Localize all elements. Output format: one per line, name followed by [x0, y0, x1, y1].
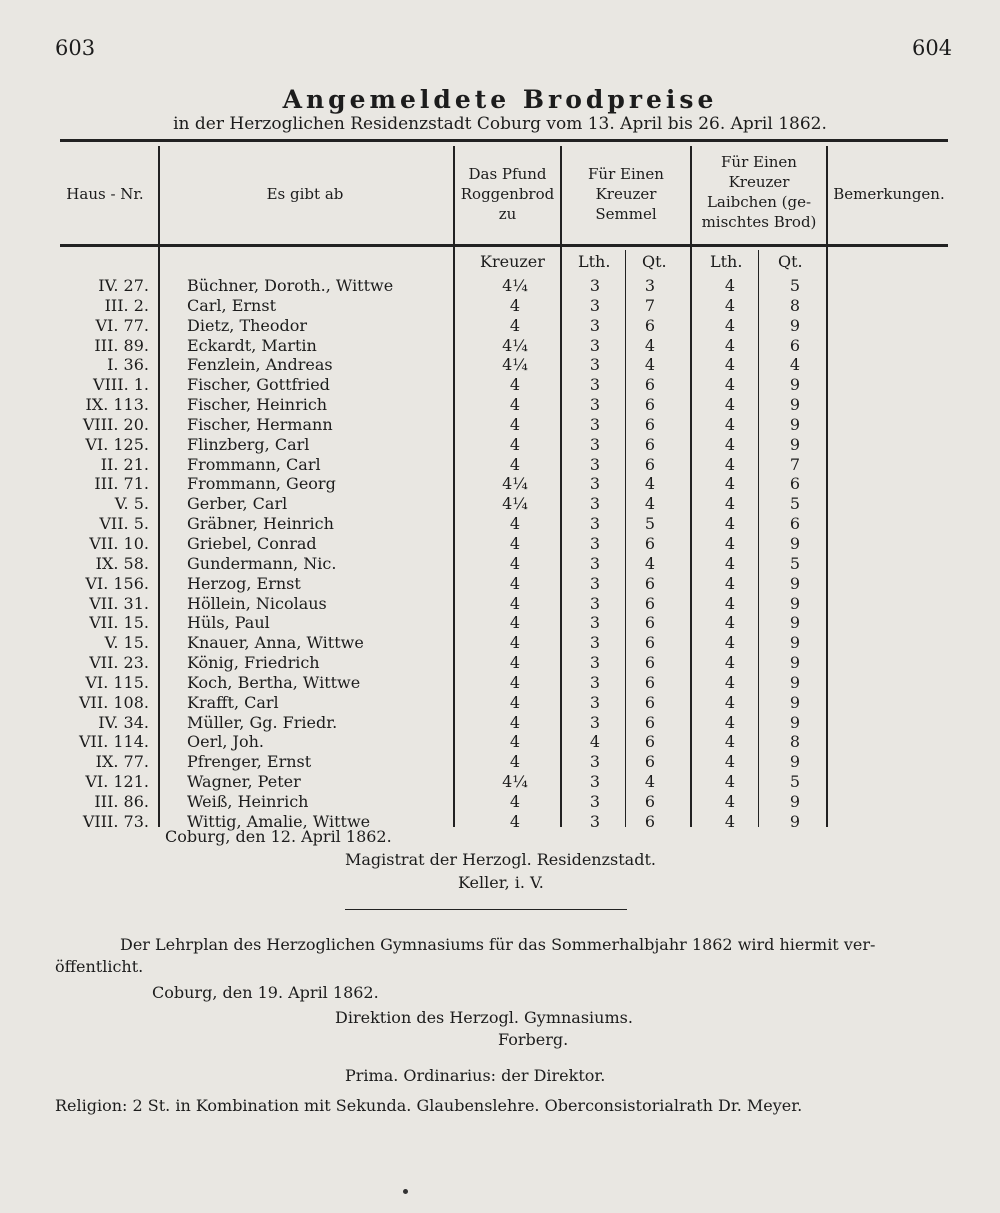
- semmel-qt-cell: 6: [644, 672, 656, 692]
- laibchen-qt-cell: 5: [789, 494, 801, 514]
- semmel-loth-cell: 3: [589, 672, 601, 692]
- table-row: [55, 296, 950, 316]
- price-kreuzer-cell: 4: [509, 454, 521, 474]
- baker-name-cell: Krafft, Carl: [187, 692, 279, 712]
- price-kreuzer-cell: 4¼: [502, 772, 528, 792]
- header-bottom-rule: [60, 244, 948, 247]
- laibchen-qt-cell: 9: [789, 375, 801, 395]
- baker-name-cell: Pfrenger, Ernst: [187, 752, 312, 772]
- laibchen-loth-cell: 4: [724, 752, 736, 772]
- semmel-qt-cell: 6: [644, 653, 656, 673]
- table-row: [55, 594, 950, 614]
- laibchen-qt-cell: 8: [789, 295, 801, 315]
- laibchen-qt-cell: 9: [789, 633, 801, 653]
- laibchen-qt-cell: 9: [789, 791, 801, 811]
- table-row: [55, 732, 950, 752]
- laibchen-qt-cell: 9: [789, 593, 801, 613]
- semmel-loth-cell: 3: [589, 533, 601, 553]
- laibchen-qt-cell: 9: [789, 672, 801, 692]
- baker-name-cell: Gräbner, Heinrich: [187, 514, 334, 534]
- semmel-loth-cell: 3: [589, 712, 601, 732]
- header-semmel-line1: Für Einen: [588, 165, 664, 183]
- semmel-loth-cell: 3: [589, 573, 601, 593]
- table-row: [55, 375, 950, 395]
- baker-name-cell: Frommann, Carl: [187, 454, 321, 474]
- price-kreuzer-cell: 4: [509, 752, 521, 772]
- baker-name-cell: Oerl, Joh.: [187, 732, 264, 752]
- baker-name-cell: Griebel, Conrad: [187, 533, 317, 553]
- price-kreuzer-cell: 4: [509, 295, 521, 315]
- religion-line: Religion: 2 St. in Kombination mit Sekunda. Glaubenslehre. Oberconsistorialrath Dr. Meyer.: [55, 1096, 803, 1115]
- laibchen-loth-cell: 4: [724, 375, 736, 395]
- subheader-qt-laibchen: Qt.: [778, 252, 803, 271]
- laibchen-loth-cell: 4: [724, 276, 736, 295]
- laibchen-loth-cell: 4: [724, 494, 736, 514]
- semmel-qt-cell: 6: [644, 692, 656, 712]
- semmel-qt-cell: 4: [644, 335, 656, 355]
- baker-name-cell: Carl, Ernst: [187, 295, 276, 315]
- semmel-loth-cell: 3: [589, 692, 601, 712]
- laibchen-qt-cell: 9: [789, 811, 801, 831]
- price-kreuzer-cell: 4: [509, 395, 521, 415]
- laibchen-loth-cell: 4: [724, 395, 736, 415]
- baker-name-cell: Herzog, Ernst: [187, 573, 301, 593]
- header-pound-line1: Das Pfund: [468, 165, 547, 183]
- semmel-loth-cell: 3: [589, 295, 601, 315]
- price-kreuzer-cell: 4: [509, 732, 521, 752]
- house-number-cell: VIII. 1.: [93, 375, 149, 395]
- laibchen-qt-cell: 5: [789, 553, 801, 573]
- semmel-qt-cell: 6: [644, 791, 656, 811]
- semmel-loth-cell: 3: [589, 593, 601, 613]
- semmel-loth-cell: 3: [589, 414, 601, 434]
- table-row: [55, 792, 950, 812]
- laibchen-loth-cell: 4: [724, 791, 736, 811]
- table-row: [55, 494, 950, 514]
- house-number-cell: III. 71.: [94, 474, 149, 494]
- house-number-cell: VIII. 73.: [82, 811, 149, 831]
- table-row: [55, 474, 950, 494]
- price-kreuzer-cell: 4¼: [502, 494, 528, 514]
- header-laibchen-line1: Für Einen: [721, 153, 797, 171]
- price-kreuzer-cell: 4¼: [502, 355, 528, 375]
- baker-name-cell: Eckardt, Martin: [187, 335, 317, 355]
- semmel-loth-cell: 3: [589, 514, 601, 534]
- baker-name-cell: Fenzlein, Andreas: [187, 355, 333, 375]
- semmel-qt-cell: 6: [644, 454, 656, 474]
- laibchen-loth-cell: 4: [724, 514, 736, 534]
- table-row: [55, 713, 950, 733]
- laibchen-loth-cell: 4: [724, 653, 736, 673]
- house-number-cell: VII. 5.: [99, 514, 149, 534]
- subheader-loth-laibchen: Lth.: [710, 252, 743, 271]
- laibchen-qt-cell: 4: [789, 355, 801, 375]
- semmel-loth-cell: 3: [589, 811, 601, 831]
- notice-line-1: Der Lehrplan des Herzoglichen Gymnasiums für das Sommerhalbjahr 1862 wird hiermit ver-: [120, 935, 876, 954]
- house-number-cell: VII. 114.: [79, 732, 149, 752]
- direktion-line: Direktion des Herzogl. Gymnasiums.: [335, 1008, 633, 1027]
- laibchen-loth-cell: 4: [724, 672, 736, 692]
- laibchen-loth-cell: 4: [724, 593, 736, 613]
- baker-name-cell: Hüls, Paul: [187, 613, 270, 633]
- house-number-cell: VII. 15.: [89, 613, 149, 633]
- table-row: [55, 653, 950, 673]
- page-subtitle: in der Herzoglichen Residenzstadt Coburg vom 13. April bis 26. April 1862.: [173, 114, 827, 134]
- semmel-loth-cell: 3: [589, 474, 601, 494]
- header-remarks: Bemerkungen.: [833, 185, 945, 203]
- laibchen-loth-cell: 4: [724, 335, 736, 355]
- semmel-qt-cell: 4: [644, 474, 656, 494]
- baker-name-cell: Frommann, Georg: [187, 474, 336, 494]
- baker-name-cell: Knauer, Anna, Wittwe: [187, 633, 364, 653]
- header-laibchen-line3: Laibchen (ge-: [706, 193, 812, 211]
- semmel-loth-cell: 3: [589, 633, 601, 653]
- laibchen-qt-cell: 9: [789, 395, 801, 415]
- house-number-cell: VII. 23.: [89, 653, 149, 673]
- semmel-qt-cell: 6: [644, 811, 656, 831]
- house-number-cell: III. 2.: [104, 295, 149, 315]
- baker-name-cell: Koch, Bertha, Wittwe: [187, 672, 361, 692]
- price-kreuzer-cell: 4: [509, 514, 521, 534]
- header-semmel-line3: Semmel: [595, 205, 657, 223]
- subheader-qt-semmel: Qt.: [642, 252, 667, 271]
- laibchen-qt-cell: 6: [789, 335, 801, 355]
- laibchen-loth-cell: 4: [724, 414, 736, 434]
- laibchen-loth-cell: 4: [724, 633, 736, 653]
- laibchen-loth-cell: 4: [724, 295, 736, 315]
- prima-line: Prima. Ordinarius: der Direktor.: [345, 1066, 606, 1085]
- laibchen-loth-cell: 4: [724, 454, 736, 474]
- table-row: [55, 276, 950, 296]
- baker-name-cell: Wittig, Amalie, Wittwe: [187, 811, 371, 831]
- laibchen-qt-cell: 9: [789, 613, 801, 633]
- price-kreuzer-cell: 4¼: [502, 335, 528, 355]
- price-kreuzer-cell: 4: [509, 414, 521, 434]
- table-row: [55, 435, 950, 455]
- laibchen-qt-cell: 9: [789, 712, 801, 732]
- laibchen-qt-cell: 9: [789, 653, 801, 673]
- semmel-qt-cell: 6: [644, 375, 656, 395]
- house-number-cell: VI. 115.: [85, 672, 149, 692]
- laibchen-loth-cell: 4: [724, 315, 736, 335]
- laibchen-qt-cell: 9: [789, 533, 801, 553]
- semmel-loth-cell: 4: [589, 732, 601, 752]
- header-pound-line3: zu: [498, 205, 517, 223]
- laibchen-loth-cell: 4: [724, 613, 736, 633]
- house-number-cell: III. 86.: [94, 791, 149, 811]
- semmel-loth-cell: 3: [589, 315, 601, 335]
- table-row: [55, 673, 950, 693]
- laibchen-loth-cell: 4: [724, 692, 736, 712]
- price-kreuzer-cell: 4: [509, 553, 521, 573]
- baker-name-cell: Wagner, Peter: [187, 772, 301, 792]
- semmel-qt-cell: 6: [644, 315, 656, 335]
- laibchen-qt-cell: 9: [789, 315, 801, 335]
- semmel-qt-cell: 6: [644, 752, 656, 772]
- house-number-cell: VII. 108.: [79, 692, 149, 712]
- price-kreuzer-cell: 4: [509, 633, 521, 653]
- house-number-cell: III. 89.: [94, 335, 149, 355]
- semmel-loth-cell: 3: [589, 454, 601, 474]
- laibchen-qt-cell: 6: [789, 474, 801, 494]
- baker-name-cell: Dietz, Theodor: [187, 315, 308, 335]
- semmel-loth-cell: 3: [589, 791, 601, 811]
- price-table: [55, 276, 950, 832]
- baker-name-cell: Gundermann, Nic.: [187, 553, 337, 573]
- house-number-cell: IX. 113.: [85, 395, 149, 415]
- laibchen-qt-cell: 7: [789, 454, 801, 474]
- house-number-cell: VI. 156.: [85, 573, 149, 593]
- baker-name-cell: Höllein, Nicolaus: [187, 593, 327, 613]
- laibchen-qt-cell: 9: [789, 752, 801, 772]
- price-kreuzer-cell: 4¼: [502, 276, 528, 295]
- date-gymnasium: Coburg, den 19. April 1862.: [152, 983, 379, 1002]
- price-kreuzer-cell: 4: [509, 672, 521, 692]
- semmel-qt-cell: 6: [644, 533, 656, 553]
- baker-name-cell: Fischer, Gottfried: [187, 375, 330, 395]
- ink-dot: [403, 1189, 408, 1194]
- semmel-loth-cell: 3: [589, 653, 601, 673]
- laibchen-loth-cell: 4: [724, 533, 736, 553]
- house-number-cell: VII. 10.: [89, 533, 149, 553]
- price-kreuzer-cell: 4: [509, 315, 521, 335]
- laibchen-qt-cell: 9: [789, 414, 801, 434]
- table-row: [55, 395, 950, 415]
- laibchen-loth-cell: 4: [724, 474, 736, 494]
- date-magistrat: Coburg, den 12. April 1862.: [165, 827, 392, 846]
- semmel-loth-cell: 3: [589, 395, 601, 415]
- semmel-qt-cell: 4: [644, 494, 656, 514]
- page-title: Angemeldete Brodpreise: [282, 85, 718, 114]
- price-kreuzer-cell: 4: [509, 613, 521, 633]
- price-kreuzer-cell: 4: [509, 692, 521, 712]
- price-kreuzer-cell: 4: [509, 791, 521, 811]
- table-row: [55, 514, 950, 534]
- house-number-cell: IV. 34.: [98, 712, 149, 732]
- page-number-left: 603: [55, 36, 96, 60]
- house-number-cell: IV. 27.: [98, 276, 149, 295]
- semmel-qt-cell: 5: [644, 514, 656, 534]
- laibchen-loth-cell: 4: [724, 712, 736, 732]
- laibchen-loth-cell: 4: [724, 355, 736, 375]
- semmel-qt-cell: 6: [644, 395, 656, 415]
- house-number-cell: VII. 31.: [89, 593, 149, 613]
- table-row: [55, 336, 950, 356]
- table-row: [55, 613, 950, 633]
- laibchen-qt-cell: 5: [789, 276, 801, 295]
- semmel-loth-cell: 3: [589, 434, 601, 454]
- price-kreuzer-cell: 4: [509, 811, 521, 831]
- baker-name-cell: Fischer, Heinrich: [187, 395, 328, 415]
- semmel-qt-cell: 6: [644, 633, 656, 653]
- laibchen-qt-cell: 9: [789, 434, 801, 454]
- header-semmel-line2: Kreuzer: [595, 185, 657, 203]
- baker-name-cell: Müller, Gg. Friedr.: [187, 712, 338, 732]
- semmel-loth-cell: 3: [589, 613, 601, 633]
- header-name: Es gibt ab: [266, 185, 344, 203]
- house-number-cell: IX. 77.: [95, 752, 149, 772]
- price-kreuzer-cell: 4: [509, 434, 521, 454]
- house-number-cell: VI. 77.: [95, 315, 149, 335]
- page-number-right: 604: [912, 36, 953, 60]
- semmel-qt-cell: 3: [644, 276, 656, 295]
- table-row: [55, 772, 950, 792]
- table-row: [55, 574, 950, 594]
- laibchen-qt-cell: 9: [789, 573, 801, 593]
- subheader-loth-semmel: Lth.: [578, 252, 611, 271]
- house-number-cell: VI. 121.: [85, 772, 149, 792]
- price-kreuzer-cell: 4¼: [502, 474, 528, 494]
- laibchen-qt-cell: 6: [789, 514, 801, 534]
- notice-line-2: öffentlicht.: [55, 957, 144, 976]
- semmel-qt-cell: 6: [644, 732, 656, 752]
- header-house-number: Haus - Nr.: [66, 185, 144, 203]
- price-kreuzer-cell: 4: [509, 653, 521, 673]
- header-pound-line2: Roggenbrod: [460, 185, 555, 203]
- house-number-cell: I. 36.: [107, 355, 149, 375]
- table-row: [55, 633, 950, 653]
- separator-rule: [345, 909, 627, 910]
- semmel-qt-cell: 6: [644, 613, 656, 633]
- header-laibchen: [692, 152, 826, 232]
- semmel-loth-cell: 3: [589, 494, 601, 514]
- header-semmel: [562, 164, 690, 224]
- table-row: [55, 455, 950, 475]
- price-kreuzer-cell: 4: [509, 712, 521, 732]
- laibchen-qt-cell: 9: [789, 692, 801, 712]
- semmel-qt-cell: 6: [644, 414, 656, 434]
- header-pound-rye: [455, 164, 560, 224]
- table-row: [55, 693, 950, 713]
- semmel-qt-cell: 6: [644, 434, 656, 454]
- laibchen-loth-cell: 4: [724, 573, 736, 593]
- semmel-qt-cell: 7: [644, 295, 656, 315]
- laibchen-qt-cell: 5: [789, 772, 801, 792]
- baker-name-cell: Gerber, Carl: [187, 494, 288, 514]
- semmel-loth-cell: 3: [589, 772, 601, 792]
- laibchen-qt-cell: 8: [789, 732, 801, 752]
- semmel-loth-cell: 3: [589, 553, 601, 573]
- semmel-qt-cell: 6: [644, 593, 656, 613]
- signer-forberg: Forberg.: [498, 1030, 569, 1049]
- laibchen-loth-cell: 4: [724, 772, 736, 792]
- baker-name-cell: König, Friedrich: [187, 653, 320, 673]
- house-number-cell: II. 21.: [100, 454, 149, 474]
- table-row: [55, 415, 950, 435]
- table-row: [55, 355, 950, 375]
- price-kreuzer-cell: 4: [509, 593, 521, 613]
- subheader-kreuzer: Kreuzer: [480, 252, 545, 271]
- header-laibchen-line4: mischtes Brod): [701, 213, 817, 231]
- semmel-qt-cell: 4: [644, 553, 656, 573]
- semmel-qt-cell: 4: [644, 355, 656, 375]
- signer-keller: Keller, i. V.: [458, 873, 544, 892]
- laibchen-loth-cell: 4: [724, 553, 736, 573]
- semmel-loth-cell: 3: [589, 335, 601, 355]
- house-number-cell: VIII. 20.: [82, 414, 149, 434]
- semmel-loth-cell: 3: [589, 375, 601, 395]
- semmel-qt-cell: 6: [644, 712, 656, 732]
- laibchen-loth-cell: 4: [724, 434, 736, 454]
- laibchen-loth-cell: 4: [724, 811, 736, 831]
- table-row: [55, 534, 950, 554]
- baker-name-cell: Büchner, Doroth., Wittwe: [187, 276, 394, 295]
- table-row: [55, 752, 950, 772]
- semmel-loth-cell: 3: [589, 276, 601, 295]
- baker-name-cell: Weiß, Heinrich: [187, 791, 309, 811]
- header-laibchen-line2: Kreuzer: [728, 173, 790, 191]
- baker-name-cell: Fischer, Hermann: [187, 414, 333, 434]
- table-row: [55, 554, 950, 574]
- price-kreuzer-cell: 4: [509, 375, 521, 395]
- price-kreuzer-cell: 4: [509, 573, 521, 593]
- baker-name-cell: Flinzberg, Carl: [187, 434, 310, 454]
- table-row: [55, 316, 950, 336]
- house-number-cell: V. 15.: [104, 633, 149, 653]
- semmel-loth-cell: 3: [589, 752, 601, 772]
- semmel-qt-cell: 6: [644, 573, 656, 593]
- magistrat-line: Magistrat der Herzogl. Residenzstadt.: [345, 850, 656, 869]
- house-number-cell: V. 5.: [114, 494, 149, 514]
- semmel-loth-cell: 3: [589, 355, 601, 375]
- top-rule: [60, 139, 948, 142]
- laibchen-loth-cell: 4: [724, 732, 736, 752]
- semmel-qt-cell: 4: [644, 772, 656, 792]
- house-number-cell: IX. 58.: [95, 553, 149, 573]
- price-kreuzer-cell: 4: [509, 533, 521, 553]
- house-number-cell: VI. 125.: [85, 434, 149, 454]
